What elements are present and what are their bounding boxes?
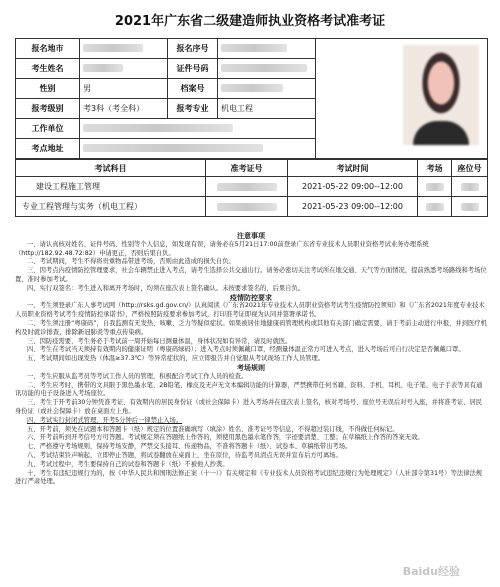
region-label: 报名地市 <box>16 39 80 59</box>
redacted-reg-no <box>221 44 287 52</box>
exam-subject: 专业工程管理与实务（机电工程） <box>16 197 206 217</box>
redacted-ticket-no <box>217 203 277 211</box>
major-label: 报考专业 <box>168 99 218 119</box>
name-value <box>80 59 168 79</box>
rule-item: 八、考试结束铃声响起，立即停止答题，将试卷翻放在桌面上，坐在原位，待监考员清点无误并宣布后方可离场。 <box>27 451 342 459</box>
covid-item: 二、考生须注册“粤康码”，自我监测有无发热、咳嗽、乏力等疑似症状。如果被居住地健康码管理机构或其他有关部门确定需要，请于考前主动进行申报，并到医疗机构及时就诊排查，排除新冠肺炎等重点传染病。 <box>15 319 487 336</box>
col-subject: 考试科目 <box>16 160 206 177</box>
exam-room <box>418 177 452 197</box>
covid-item: 三、因防疫需要，考生务必于考试前一周开始每日测量体温，身体状况如有异常，请及时就医。 <box>27 337 292 345</box>
unit-value <box>80 119 316 139</box>
covid-item: 四、考生在考试当天须持有效期内的健康证明（粤康码绿码）；进入考点时须佩戴口罩，经测量体温正常方可进入考点，进入考场后可自行决定是否佩戴口罩。 <box>27 346 465 354</box>
gender-value: 男 <box>80 79 168 99</box>
covid-heading: 疫情防控要求 <box>230 293 272 302</box>
col-time: 考试时间 <box>288 160 418 177</box>
rule-item: 五、开考前，须先在试题本和答题卡（纸）规定的位置准确填写（填涂）姓名、准考证号等信息，不得超过装订线，不得做任何标记。 <box>27 425 399 433</box>
covid-item: 一、考生须登录广东人事考试网（http://rsks.gd.gov.cn/）认真阅读《广东省2021年专业技术人员职业资格考试考生疫情防控须知》和《广东省2021年度专业技术人员职业资格考试考生疫情防控承诺书》，严格按照防疫要求参加考试，打印准考证即视为认同并签署承诺书。 <box>15 302 485 319</box>
table-row <box>16 177 488 197</box>
exam-room <box>418 197 452 217</box>
redacted-file-no <box>221 84 283 92</box>
site-label: 考点地址 <box>16 139 80 159</box>
reg-no-value <box>218 39 316 59</box>
redacted-seat <box>461 183 479 191</box>
site-value <box>80 139 316 159</box>
reg-no-label: 报名序号 <box>168 39 218 59</box>
region-value <box>80 39 168 59</box>
admission-ticket <box>15 38 487 217</box>
rule-item: 九、考试过程中，考生要保持自己的试卷和答题卡（纸）不被他人抄袭。 <box>27 460 229 468</box>
redacted-seat <box>461 203 479 211</box>
name-label: 考生姓名 <box>16 59 80 79</box>
redacted-room <box>426 203 444 211</box>
cert-no-value <box>218 59 316 79</box>
col-ticket-no: 准考证号 <box>206 160 288 177</box>
rule-item: 十、考生有违纪违规行为的，按《中华人民共和国刑法修正案（十一）》有关规定和《专业技术人员资格考试违纪违规行为处理规定》（人社部令第31号）等法律法规进行严肃处理。 <box>15 469 483 486</box>
exam-time: 2021-05-22 09:00--12:00 <box>288 177 418 197</box>
exam-time: 2021-05-23 09:00--12:00 <box>288 197 418 217</box>
col-room: 考场 <box>418 160 452 177</box>
watermark: Baidu经验 <box>402 565 460 578</box>
table-row <box>16 197 488 217</box>
rule-item: 七、严格遵守考场规则，保持考场安静，严禁交头接耳、传递物品，不准将答题卡（纸）、试卷本、草稿纸带出考场。 <box>27 443 352 451</box>
redacted-room <box>426 183 444 191</box>
file-no-value <box>218 79 316 99</box>
note-item: 一、请认真核对姓名、证件号码、性别等个人信息，如发现有误，请务必在5月21日17:00前登录广东省专业技术人员职业资格考试业务办理系统（http://182.92.48.72:82）申请更正，否则后果自负。 <box>15 240 429 257</box>
gender-label: 性别 <box>16 79 80 99</box>
major-value: 机电工程 <box>218 99 316 119</box>
level-value: 考3科（考全科） <box>80 99 168 119</box>
page-title: 2021年广东省二级建造师执业资格考试准考证 <box>114 14 386 29</box>
note-item: 四、实行双签名：考生进入和离开考场时，均须在座次表上签名确认。未按要求签名的，后果自负。 <box>27 284 305 292</box>
rule-item: 四、考试实行封闭式管理，开考5分钟后一律禁止入场。 <box>27 416 183 424</box>
exam-subject: 建设工程施工管理 <box>16 177 206 197</box>
note-item: 三、因考点内疫情防控管理要求，社会车辆禁止进入考点，请考生选择公共交通出行。请务必密切关注考试所在地交通、天气等方面情况，提前熟悉考场路线和考场位置，准时参加考试。 <box>15 267 487 283</box>
cert-no-label: 证件号码 <box>168 59 218 79</box>
rules-heading: 考场规则 <box>237 363 265 372</box>
rule-item: 一、考生应服从监考员等考试工作人员的管理，积极配合考试工作人员的检查。 <box>27 372 248 380</box>
covid-item: 五、考试期间如出现发热（体温≥37.3℃）等异常症状的，应立即报告并自觉服从考试现场工作人员管理。 <box>27 355 325 363</box>
redacted-site <box>83 144 263 152</box>
exam-ticket-no <box>206 197 288 217</box>
exam-seat <box>452 177 488 197</box>
rule-item: 六、开考前听到开考信号方可答题。考试规定须在答题纸上作答的，须使用黑色墨水笔作答，字迹要清楚、工整；在草稿纸上作答的答案无效。 <box>27 434 424 442</box>
unit-label: 工作单位 <box>16 119 80 139</box>
exam-ticket-no <box>206 177 288 197</box>
exam-schedule-table <box>15 159 488 217</box>
level-label: 报考级别 <box>16 99 80 119</box>
candidate-photo <box>403 45 479 145</box>
redacted-unit <box>83 124 233 132</box>
redacted-cert-no <box>221 64 307 72</box>
rule-item: 二、考生应考时，携带的文具限于黑色墨水笔、2B铅笔、橡皮及无声无文本编辑功能的计算器，严禁携带任何书籍、资料、手机、耳机、电子笔、电子手表等具有通讯功能的电子设备进入考场座位。 <box>15 381 483 398</box>
rule-item: 三、考生于开考前30分钟凭准考证、有效期内的居民身份证（或社会保障卡）进入考场并在座次表上签名，核对考场号、座位号无误后对号入座，并将准考证、居民身份证（或社会保障卡）放在桌面左上角。 <box>15 399 483 415</box>
exam-seat <box>452 197 488 217</box>
notes-section <box>15 232 487 487</box>
redacted-ticket-no <box>217 183 277 191</box>
redacted-region <box>83 44 143 52</box>
redacted-name <box>83 64 123 72</box>
file-no-label: 档案号 <box>168 79 218 99</box>
notes-heading: 注意事项 <box>237 232 265 240</box>
col-seat: 座位号 <box>452 160 488 177</box>
note-item: 二、考试期间，考生不得将贵重物品带进考场，否则由此造成的损失自负。 <box>27 258 235 266</box>
